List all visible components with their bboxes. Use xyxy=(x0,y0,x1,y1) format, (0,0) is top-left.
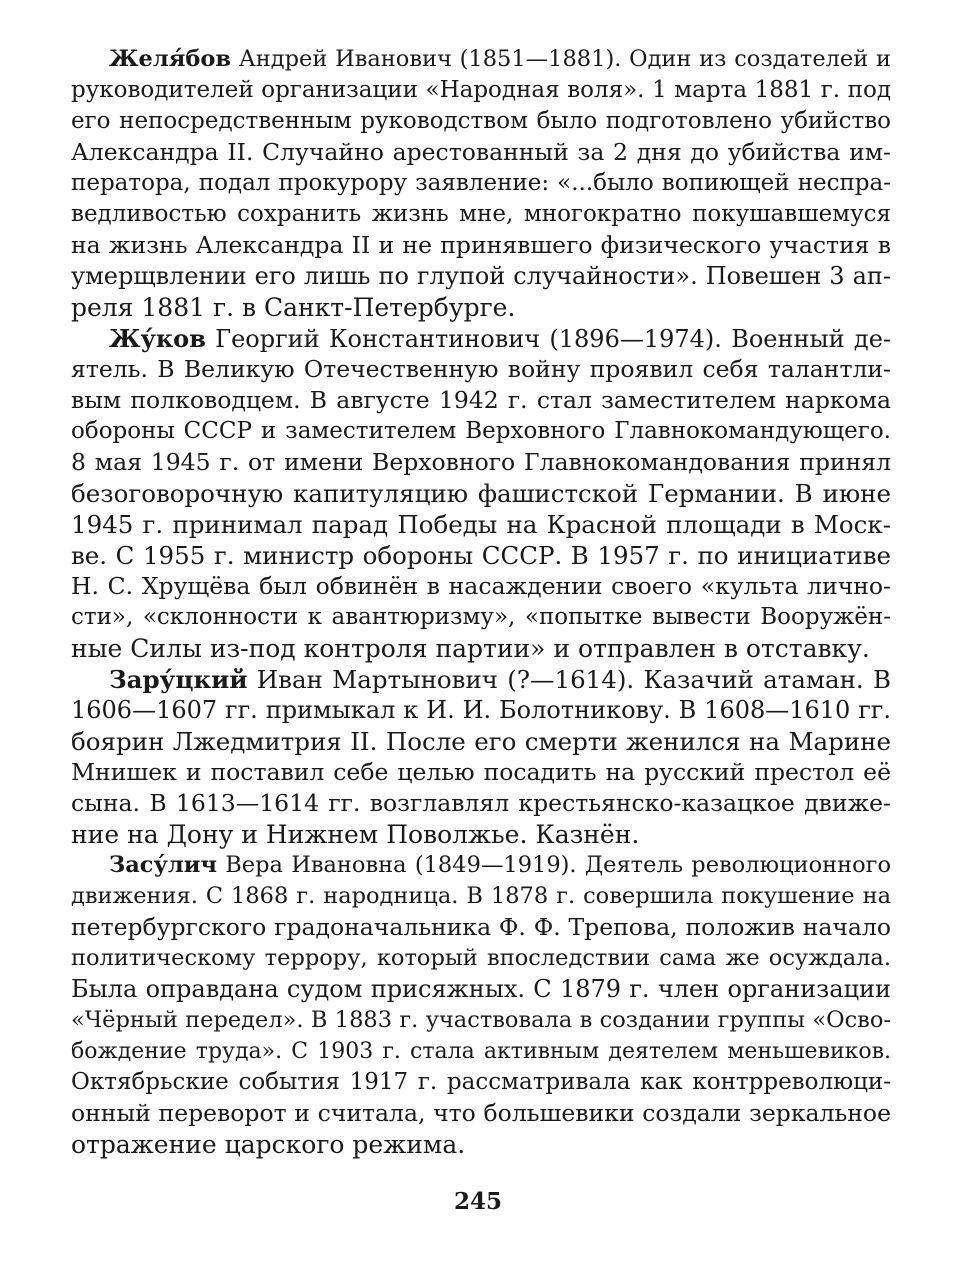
entry-line: боярин Лжедмитрия II. После его смерти женился на Марине xyxy=(71,727,891,756)
entry-text: Иван Мартынович (?—1614). Казачий атаман. В xyxy=(247,665,891,694)
entry-text: Вера Ивановна (1849—1919). Деятель революционного xyxy=(216,852,891,878)
entry-text: Георгий Константинович (1896—1974). Военный де- xyxy=(205,325,891,353)
entry-line: Октябрьские события 1917 г. рассматривала как контрреволюци- xyxy=(71,1069,891,1095)
entry-name: Желя́бов xyxy=(109,46,231,72)
entry-line: петербургского градоначальника Ф. Ф. Трепова, положив начало xyxy=(71,913,891,941)
entry-line: Н. С. Хрущёва был обвинён в насаждении своего «культа лично- xyxy=(71,572,891,600)
entry-zarutsky xyxy=(71,664,891,850)
entry-line: ние на Дону и Нижнем Поволжье. Казнён. xyxy=(71,820,640,849)
entry-line: ведливостью сохранить жизнь мне, многократно покушавшемуся xyxy=(71,201,891,227)
entry-line: сына. В 1613—1614 гг. возглавлял крестьянско-казацкое движе- xyxy=(71,789,891,817)
entry-line: 8 мая 1945 г. от имени Верховного Главнокомандования принял xyxy=(71,448,891,476)
entry-line: безоговорочную капитуляцию фашистской Германии. В июне xyxy=(71,479,891,508)
entry-text: Андрей Иванович (1851—1881). Один из создателей и xyxy=(230,46,891,72)
entry-line: Александра II. Случайно арестованный за 2 дня до убийства им- xyxy=(71,138,891,166)
entry-first-line xyxy=(71,850,891,881)
entry-name: Жу́ков xyxy=(109,324,206,353)
entry-line: обороны СССР и заместителем Верховного Главнокомандующего. xyxy=(71,418,891,444)
entry-line: Мнишек и поставил себе целью посадить на русский престол её xyxy=(71,758,891,786)
entry-line: Была оправдана судом присяжных. С 1879 г. член организации xyxy=(71,975,891,1003)
entry-line: «Чёрный передел». В 1883 г. участвовала в создании группы «Осво- xyxy=(71,1007,891,1033)
entry-line: бождение труда». С 1903 г. стала активным деятелем меньшевиков. xyxy=(71,1039,891,1064)
entry-zhelyabov xyxy=(71,44,891,323)
entry-name: Засу́лич xyxy=(109,852,217,878)
entry-line: движения. С 1868 г. народница. В 1878 г. совершила покушение на xyxy=(71,883,891,909)
entry-line: ные Силы из-под контроля партии» и отправлен в отставку. xyxy=(71,634,870,663)
entry-line: онный переворот и считала, что большевики создали зеркальное xyxy=(71,1099,891,1127)
entry-name: Зару́цкий xyxy=(109,665,248,694)
entry-line: сти», «склонности к авантюризму», «попытке вывести Вооружён- xyxy=(71,604,891,630)
entry-first-line xyxy=(71,664,891,695)
entry-first-line xyxy=(71,44,891,75)
page-number: 245 xyxy=(453,1188,502,1215)
entry-line: политическому террору, который впоследствии сама же осуждала. xyxy=(71,945,891,971)
entry-line: руководителей организации «Народная воля». 1 марта 1881 г. под xyxy=(71,77,891,103)
entry-line: ператора, подал прокурору заявление: «...было вопиющей неспра- xyxy=(71,170,891,196)
entry-line: 1945 г. принимал парад Победы на Красной площади в Моск- xyxy=(71,510,891,539)
entry-line: умерщвлении его лишь по глупой случайности». Повешен 3 ап- xyxy=(71,262,891,290)
entry-line: ве. С 1955 г. министр обороны СССР. В 1957 г. по инициативе xyxy=(71,541,891,570)
entry-line: вым полководцем. В августе 1942 г. стал заместителем наркома xyxy=(71,386,891,414)
entry-line: на жизнь Александра II и не принявшего физического участия в xyxy=(71,231,891,259)
page-body xyxy=(71,44,891,1160)
entry-line: отражение царского режима. xyxy=(71,1130,466,1159)
entry-zasulich xyxy=(71,850,891,1160)
entry-line: его непосредственным руководством было подготовлено убийство xyxy=(71,108,891,134)
entry-line: ятель. В Великую Отечественную войну проявил себя талантли- xyxy=(71,355,891,383)
entry-zhukov xyxy=(71,323,891,664)
entry-line: 1606—1607 гг. примыкал к И. И. Болотникову. В 1608—1610 гг. xyxy=(71,696,891,724)
entry-line: реля 1881 г. в Санкт-Петербурге. xyxy=(71,293,516,322)
entry-first-line xyxy=(71,323,891,354)
